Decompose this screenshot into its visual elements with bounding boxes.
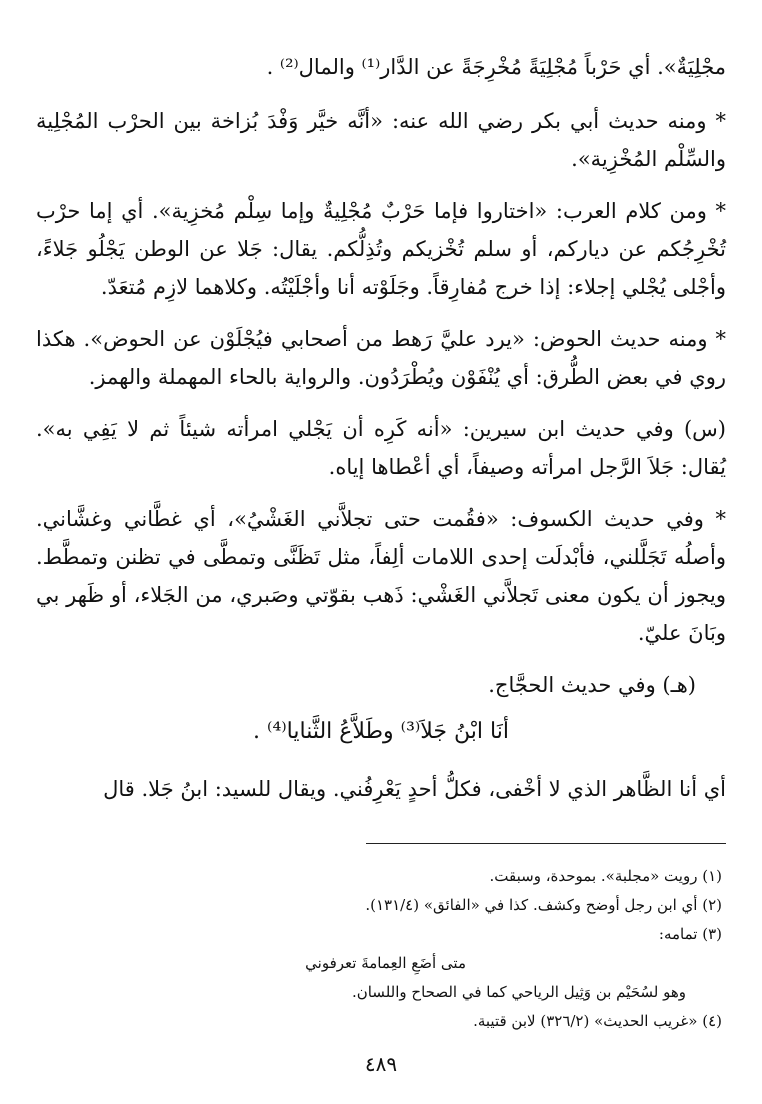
main-text xyxy=(36,48,726,822)
footnote-3-verse: متى أضَعِ العِمامةَ تعرفوني xyxy=(305,954,466,972)
footnote-1: (١) رويت «مجلبة». بموحدة، وسبقت. xyxy=(489,867,722,885)
paragraph-arab-saying: * ومن كلام العرب: «اختاروا فإما حَرْبٌ مُجْلِيةٌ وإما سِلْم مُخزِية». أي إما حرْب تُخْرِجُكم عن دياركم، أو سلم تُخْزيكم وتُذِلُّكم. يقال: جَلا عن الوطن يَجْلُو جَلاءً، وأجْلى يُجْلي إجلاء: إذا خرج مُفارِقاً. وجَلَوْته أنا وأجْلَيْتُه. وكلاهما لازِم مُتعَدّ. xyxy=(36,199,726,299)
footnote-2: (٢) أي ابن رجل أوضح وكشف. كذا في «الفائق» (١٣١/٤). xyxy=(365,896,722,914)
footnote-4: (٤) «غريب الحديث» (٣٢٦/٢) لابن قتيبة. xyxy=(473,1012,722,1030)
paragraph-ibn-sirin: (س) وفي حديث ابن سيرين: «أنه كَرِه أن يَجْلي امرأته شيئاً ثم لا يَفِي به». يُقال: جَلاَ الرَّجل امرأته وصيفاً، أي أعْطاها إياه. xyxy=(36,417,726,479)
footnotes xyxy=(36,862,726,1036)
paragraph-continuation: مجْلِيَةٌ». أي حَرْباً مُجْلِيَةً مُخْرِجَةً عن الدَّار⁽¹⁾ والمال⁽²⁾ . xyxy=(266,55,726,79)
paragraph-abu-bakr: * ومنه حديث أبي بكر رضي الله عنه: «أنَّه خيَّر وَفْدَ بُزاخة بين الحرْب المُجْلِية والسِّلْم المُخْزِية». xyxy=(36,109,726,171)
footnote-divider xyxy=(366,843,726,844)
footnote-3: (٣) تمامه: xyxy=(658,925,722,943)
verse-intro: (هـ) وفي حديث الحجَّاج. xyxy=(488,673,696,697)
paragraph-hawd: * ومنه حديث الحوض: «يرد عليَّ رَهط من أصحابي فيُجْلَوْن عن الحوض». هكذا روي في بعض الطُّرق: أي يُنْفَوْن ويُطْرَدُون. والرواية بالحاء المهملة والهمز. xyxy=(36,327,726,389)
footnote-3-source: وهو لسُحَيْم بن وَثِيل الرياحي كما في الصحاح واللسان. xyxy=(351,983,686,1001)
verse-line: أنَا ابْنُ جَلاَ⁽³⁾ وطَلاَّعُ الثَّنايا⁽⁴⁾ . xyxy=(253,719,509,744)
paragraph-kusuf: * وفي حديث الكسوف: «فقُمت حتى تجلاَّني الغَشْيُ»، أي غطَّاني وغشَّاني. وأصلُه تَجَلَّلني، فأبْدلَت إحدى اللامات ألِفاً، مثل تَظَنَّى وتمطَّى في تظنن وتمطَّط. ويجوز أن يكون معنى تَجلاَّني الغَشْي: ذَهب بقوّتي وصَبري، من الجَلاء، أو ظَهر بي وبَانَ عليّ. xyxy=(36,507,726,645)
paragraph-closing: أي أنا الظَّاهر الذي لا أخْفى، فكلُّ أحدٍ يَعْرِفُني. ويقال للسيد: ابنُ جَلا. قال xyxy=(103,777,726,801)
page-number: ٤٨٩ xyxy=(364,1052,398,1076)
